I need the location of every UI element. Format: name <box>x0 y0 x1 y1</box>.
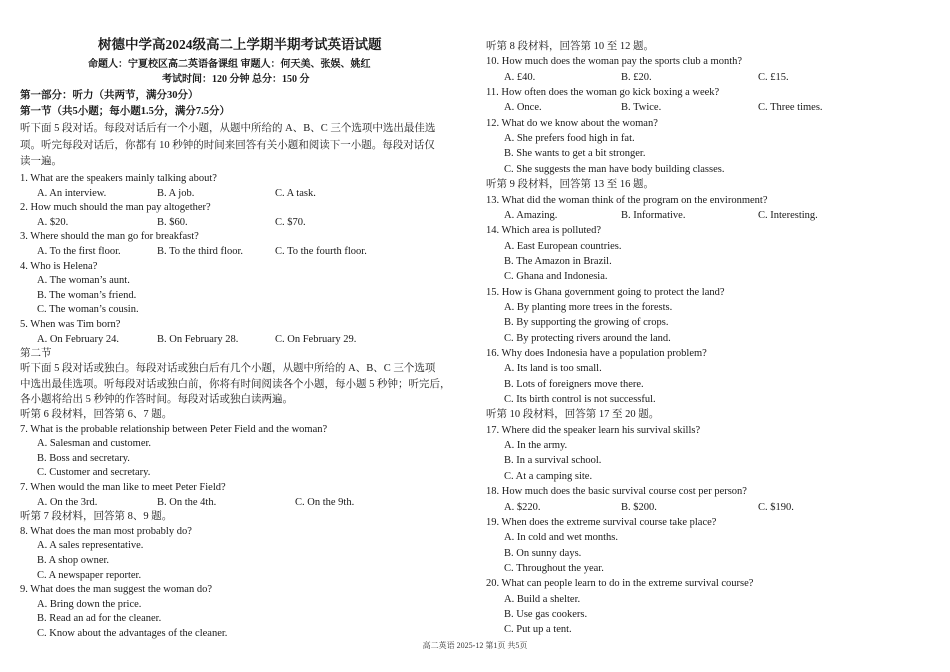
section1-instruction-line: 读一遍。 <box>20 156 62 167</box>
question-text: 9. What does the man suggest the woman do? <box>20 584 212 596</box>
section1-instruction-line: 项。听完每段对话后，你都有 10 秒钟的时间来回答有关小题和阅读下一小题。每段对话仅 <box>20 140 435 151</box>
question-text: 5. When was Tim born? <box>20 319 121 330</box>
authors-line: 命题人：宁夏校区高二英语备课组 审题人：何天美、张娱、姚红 <box>88 59 371 70</box>
answer-option: A. On February 24. <box>37 333 119 345</box>
answer-option: B. £20. <box>621 71 652 83</box>
answer-option: C. Three times. <box>758 102 823 114</box>
question-text: 8. What does the man most probably do? <box>20 525 192 537</box>
answer-option: A. In cold and wet months. <box>504 532 619 544</box>
answer-option: B. Boss and secretary. <box>37 452 130 464</box>
answer-option: C. To the fourth floor. <box>275 246 367 257</box>
answer-option: A. Build a shelter. <box>504 593 581 605</box>
question-text: 1. What are the speakers mainly talking about? <box>20 173 217 184</box>
question-text: 听第 7 段材料，回答第 8、9 题。 <box>20 511 173 523</box>
answer-option: B. A shop owner. <box>37 555 110 566</box>
answer-option: B. $60. <box>157 216 188 228</box>
answer-option: B. Lots of foreigners move there. <box>504 378 644 390</box>
section2-instruction-line: 各小题将给出 5 秒钟的作答时间。每段对话或独白读两遍。 <box>20 394 293 405</box>
question-text: 听第 10 段材料，回答第 17 至 20 题。 <box>486 409 660 421</box>
question-text: 11. How often does the woman go kick boxing a week? <box>486 87 720 99</box>
answer-option: A. An interview. <box>37 187 107 199</box>
question-text: 4. Who is Helena? <box>20 260 98 272</box>
answer-option: B. A job. <box>157 187 195 199</box>
answer-option: A. By planting more trees in the forests. <box>504 301 673 313</box>
answer-option: A. To the first floor. <box>37 246 121 257</box>
answer-option: A. A sales representative. <box>37 540 144 552</box>
answer-option: B. In a survival school. <box>504 455 602 467</box>
answer-option: C. By protecting rivers around the land. <box>504 332 671 344</box>
question-text: 7. What is the probable relationship between Peter Field and the woman? <box>20 423 328 435</box>
question-text: 7. When would the man like to meet Peter Field? <box>20 482 226 493</box>
answer-option: A. Bring down the price. <box>37 598 142 610</box>
page-title: 树德中学高2024级高二上学期半期考试英语试题 <box>98 37 382 52</box>
answer-option: B. Twice. <box>621 102 662 114</box>
answer-option: C. Put up a tent. <box>504 624 572 636</box>
answer-option: A. Its land is too small. <box>504 363 602 375</box>
question-text: 听第 9 段材料，回答第 13 至 16 题。 <box>486 179 654 191</box>
answer-option: A. $20. <box>37 216 69 228</box>
question-text: 听第 8 段材料，回答第 10 至 12 题。 <box>486 41 654 52</box>
answer-option: B. Use gas cookers. <box>504 608 588 620</box>
answer-option: A. Once. <box>504 102 542 114</box>
answer-option: C. Its birth control is not successful. <box>504 394 656 406</box>
answer-option: C. $190. <box>758 501 794 513</box>
question-text: 15. How is Ghana government going to protect the land? <box>486 286 725 298</box>
answer-option: A. She prefers food high in fat. <box>504 133 635 145</box>
question-text: 12. What do we know about the woman? <box>486 117 658 129</box>
answer-option: B. On the 4th. <box>157 496 217 508</box>
question-text: 听第 6 段材料，回答第 6、7 题。 <box>20 409 173 420</box>
answer-option: B. On sunny days. <box>504 547 582 559</box>
section2-instruction-line: 听下面 5 段对话或独白。每段对话或独白后有几个小题，从题中所给的 A、B、C 三个选项 <box>20 363 436 374</box>
section1-heading: 第一节（共5小题；每小题1.5分，满分7.5分） <box>20 106 230 117</box>
question-text: 3. Where should the man go for breakfast? <box>20 231 199 243</box>
question-text: 20. What can people learn to do in the extreme survival course? <box>486 578 754 590</box>
answer-option: B. By supporting the growing of crops. <box>504 317 669 329</box>
answer-option: C. The woman’s cousin. <box>37 304 139 316</box>
answer-option: A. In the army. <box>504 440 568 452</box>
page-footer: 高二英语 2025-12 第1页 共5页 <box>422 641 528 650</box>
answer-option: C. On February 29. <box>275 333 357 345</box>
answer-option: B. To the third floor. <box>157 246 243 257</box>
time-score-line: 考试时间：120 分钟 总分：150 分 <box>162 74 310 85</box>
answer-option: A. The woman’s aunt. <box>37 275 130 287</box>
answer-option: C. $70. <box>275 216 306 228</box>
question-text: 13. What did the woman think of the program on the environment? <box>486 194 768 206</box>
answer-option: B. She wants to get a bit stronger. <box>504 148 646 160</box>
answer-option: A. Salesman and customer. <box>37 438 152 450</box>
question-text: 18. How much does the basic survival course cost per person? <box>486 486 747 498</box>
part1-heading: 第一部分：听力（共两节，满分30分） <box>20 90 199 101</box>
question-text: 17. Where did the speaker learn his survival skills? <box>486 424 701 436</box>
answer-option: A. East European countries. <box>504 240 622 252</box>
answer-option: C. Customer and secretary. <box>37 467 151 479</box>
question-text: 10. How much does the woman pay the sports club a month? <box>486 56 743 68</box>
answer-option: C. Interesting. <box>758 209 818 221</box>
answer-option: C. Throughout the year. <box>504 562 604 574</box>
answer-option: B. Read an ad for the cleaner. <box>37 613 162 625</box>
answer-option: B. On February 28. <box>157 333 239 345</box>
answer-option: A. On the 3rd. <box>37 496 98 508</box>
question-text: 14. Which area is polluted? <box>486 225 601 237</box>
answer-option: C. On the 9th. <box>295 496 355 508</box>
answer-option: C. Ghana and Indonesia. <box>504 271 608 283</box>
answer-option: A. £40. <box>504 71 536 83</box>
answer-option: A. $220. <box>504 501 541 513</box>
section2-instruction-line: 中选出最佳选项。听每段对话或独白前，你将有时间阅读各个小题，每小题 5 秒钟；听完后， <box>20 379 451 390</box>
answer-option: C. Know about the advantages of the cleaner. <box>37 628 228 639</box>
question-text: 16. Why does Indonesia have a population problem? <box>486 348 707 359</box>
answer-option: A. Amazing. <box>504 209 558 221</box>
answer-option: C. At a camping site. <box>504 470 593 482</box>
answer-option: C. £15. <box>758 71 789 83</box>
answer-option: B. The Amazon in Brazil. <box>504 255 612 267</box>
answer-option: C. A task. <box>275 187 316 199</box>
answer-option: B. Informative. <box>621 209 686 221</box>
answer-option: B. $200. <box>621 501 657 513</box>
section1-instruction-line: 听下面 5 段对话。每段对话后有一个小题，从题中所给的 A、B、C 三个选项中选出最佳选 <box>20 123 436 134</box>
answer-option: C. She suggests the man have body building classes. <box>504 163 725 175</box>
answer-option: B. The woman’s friend. <box>37 289 137 301</box>
question-text: 2. How much should the man pay altogether? <box>20 202 211 214</box>
answer-option: C. A newspaper reporter. <box>37 569 142 581</box>
question-text: 19. When does the extreme survival course take place? <box>486 516 717 528</box>
section2-heading: 第二节 <box>20 348 52 359</box>
